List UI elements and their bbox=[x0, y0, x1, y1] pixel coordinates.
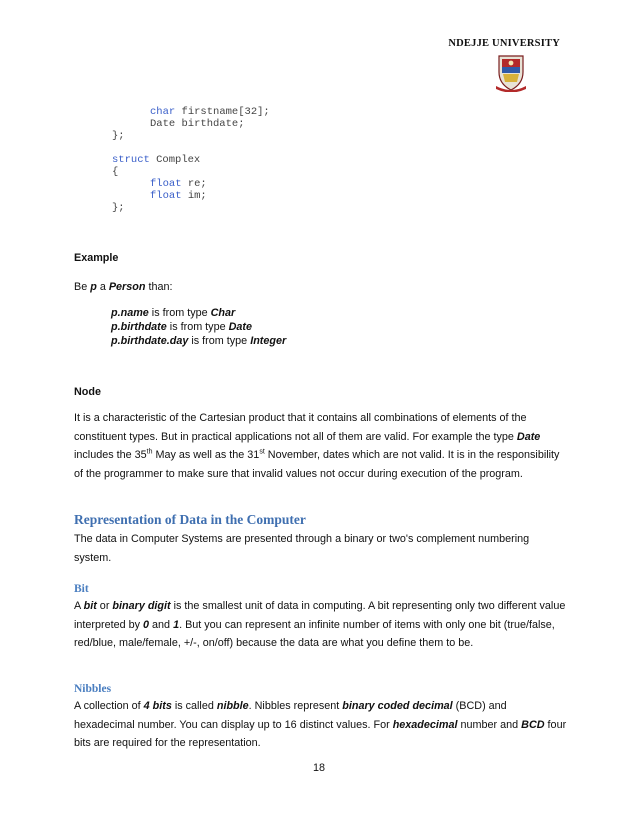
text-run: Date bbox=[228, 321, 253, 333]
text-run: BCD bbox=[521, 718, 545, 731]
text-run: Be bbox=[74, 281, 91, 293]
text-run: nibble bbox=[216, 700, 249, 712]
code-line: Date birthdate; bbox=[150, 118, 245, 130]
text-run: May as well as the 31 bbox=[152, 449, 260, 461]
text-run: hexadecimal bbox=[392, 718, 458, 731]
text-run: number and bbox=[457, 718, 522, 731]
code-keyword: char bbox=[150, 106, 176, 118]
code-text: re; bbox=[181, 178, 207, 190]
code-keyword: struct bbox=[112, 154, 150, 166]
superscript: th bbox=[146, 448, 153, 456]
nibbles-paragraph bbox=[74, 697, 569, 753]
code-line: { bbox=[112, 166, 119, 178]
university-name: NDEJJE UNIVERSITY bbox=[448, 38, 560, 49]
text-run: November, dates which are not valid. It is in the responsibility of the programmer to make sure that invalid values not occur during execution of the program. bbox=[74, 449, 560, 480]
node-paragraph bbox=[74, 409, 569, 483]
text-run: a bbox=[96, 281, 109, 293]
code-line: }; bbox=[112, 202, 125, 214]
code-keyword: float bbox=[150, 178, 182, 190]
example-heading: Example bbox=[74, 252, 119, 264]
code-text: firstname[32]; bbox=[175, 106, 270, 118]
text-run: p bbox=[90, 281, 97, 293]
code-keyword: float bbox=[150, 190, 182, 202]
representation-paragraph: The data in Computer Systems are presented through a binary or two's complement numbering system. bbox=[74, 533, 530, 564]
text-run: Date bbox=[516, 430, 541, 443]
text-run: is from type bbox=[166, 321, 229, 333]
text-run: includes the 35 bbox=[74, 449, 147, 461]
text-run: Person bbox=[108, 281, 146, 293]
page-number: 18 bbox=[312, 762, 325, 774]
code-line bbox=[112, 154, 200, 166]
example-intro bbox=[74, 278, 569, 297]
university-crest-logo bbox=[494, 52, 528, 92]
text-run: A bbox=[74, 600, 84, 612]
text-run: is called bbox=[171, 700, 217, 712]
example-item bbox=[111, 332, 606, 351]
section-heading: Representation of Data in the Computer bbox=[74, 512, 306, 527]
text-run: p.birthdate bbox=[111, 321, 167, 333]
text-run: four bits are required for the representation. bbox=[74, 718, 567, 749]
text-run: . But you can represent an infinite number of items with only one bit (true/false, red/blue, male/female, +/-, on/off) because the data are what you define them to be. bbox=[74, 618, 555, 649]
code-line bbox=[150, 178, 207, 190]
text-run: binary coded decimal bbox=[342, 700, 453, 712]
text-run: 1 bbox=[173, 618, 180, 631]
text-run: bit bbox=[83, 600, 97, 612]
text-run: binary digit bbox=[112, 600, 171, 612]
bit-paragraph bbox=[74, 597, 569, 653]
subsection-heading: Nibbles bbox=[74, 683, 112, 695]
text-run: A collection of bbox=[74, 700, 144, 712]
text-run: Char bbox=[210, 307, 236, 319]
text-run: p.name bbox=[111, 307, 149, 319]
text-run: and bbox=[149, 618, 174, 631]
node-heading: Node bbox=[74, 386, 101, 398]
text-run: than: bbox=[145, 281, 173, 293]
superscript: st bbox=[259, 448, 265, 456]
text-run: is from type bbox=[148, 307, 211, 319]
text-run: 4 bits bbox=[143, 700, 172, 712]
code-line bbox=[150, 190, 207, 202]
text-run: Integer bbox=[250, 335, 287, 347]
text-run: or bbox=[96, 600, 113, 612]
subsection-heading: Bit bbox=[74, 583, 89, 595]
code-line: }; bbox=[112, 130, 125, 142]
text-run: (BCD) and hexadecimal number. You can display up to 16 distinct values. For bbox=[74, 700, 507, 731]
code-text: im; bbox=[181, 190, 207, 202]
text-run: is from type bbox=[188, 335, 251, 347]
code-line bbox=[150, 106, 270, 118]
text-run: is the smallest unit of data in computing. A bit representing only two different value interpreted by bbox=[74, 600, 566, 631]
text-run: . Nibbles represent bbox=[248, 700, 343, 712]
code-text: Complex bbox=[149, 154, 201, 166]
text-run: It is a characteristic of the Cartesian product that it contains all combinations of elements of the constituent types. But in practical applications not all of them are valid. For example the type bbox=[74, 412, 527, 443]
text-run: p.birthdate.day bbox=[111, 335, 189, 347]
text-run: 0 bbox=[143, 618, 150, 631]
